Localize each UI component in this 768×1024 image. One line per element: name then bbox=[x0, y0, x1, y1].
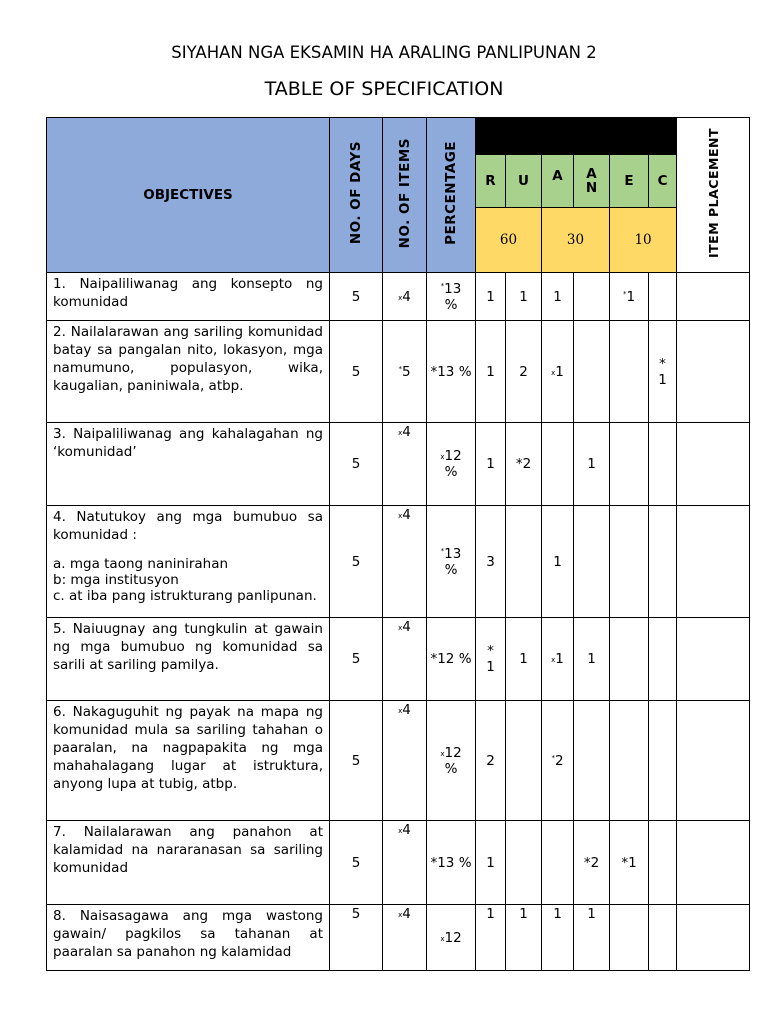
percentage-cell: *13 % bbox=[427, 273, 476, 321]
u-cell: 1 bbox=[506, 905, 542, 971]
an-cell: 1 bbox=[574, 618, 610, 701]
days-cell: 5 bbox=[330, 321, 383, 423]
an-cell: 1 bbox=[574, 423, 610, 506]
placement-cell bbox=[677, 821, 750, 905]
items-header: NO. OF ITEMS bbox=[383, 118, 427, 273]
level-a: A bbox=[542, 155, 574, 207]
c-cell bbox=[649, 618, 677, 701]
a-cell bbox=[542, 423, 574, 506]
placement-cell bbox=[677, 321, 750, 423]
weight-applying-analyzing: 30 bbox=[542, 207, 610, 272]
e-cell bbox=[610, 905, 649, 971]
objective-cell: 6. Nakaguguhit ng payak na mapa ng komunidad mula sa sariling tahahan o paaralan, na nagpapakita ng mga mahahalagang lugar at istruktura, anyong lupa at tubig, atbp. bbox=[47, 701, 330, 821]
c-cell bbox=[649, 905, 677, 971]
header-row bbox=[47, 118, 750, 155]
objective-sub-list bbox=[53, 556, 323, 604]
c-cell bbox=[649, 821, 677, 905]
percentage-cell: *12 % bbox=[427, 618, 476, 701]
items-cell: x4 bbox=[383, 273, 427, 321]
an-cell: *2 bbox=[574, 821, 610, 905]
days-cell: 5 bbox=[330, 821, 383, 905]
an-cell bbox=[574, 701, 610, 821]
r-cell: 1 bbox=[476, 821, 506, 905]
c-cell bbox=[649, 701, 677, 821]
r-cell: * 1 bbox=[476, 618, 506, 701]
placement-cell bbox=[677, 905, 750, 971]
r-cell: 3 bbox=[476, 506, 506, 618]
items-cell: x4 bbox=[383, 423, 427, 506]
items-cell: x4 bbox=[383, 506, 427, 618]
table-row bbox=[47, 506, 750, 618]
level-u: U bbox=[506, 155, 542, 207]
r-cell: 2 bbox=[476, 701, 506, 821]
an-cell bbox=[574, 506, 610, 618]
level-e: E bbox=[610, 155, 649, 207]
u-cell: 2 bbox=[506, 321, 542, 423]
days-cell: 5 bbox=[330, 506, 383, 618]
objective-cell: 3. Naipaliliwanag ang kahalagahan ng ‘komunidad’ bbox=[47, 423, 330, 506]
days-cell: 5 bbox=[330, 423, 383, 506]
percentage-cell: x12 % bbox=[427, 423, 476, 506]
percentage-header: PERCENTAGE bbox=[427, 118, 476, 273]
percentage-cell: x12 bbox=[427, 905, 476, 971]
c-cell: * 1 bbox=[649, 321, 677, 423]
percentage-cell: x12 % bbox=[427, 701, 476, 821]
items-cell: x4 bbox=[383, 821, 427, 905]
percentage-cell: *13 % bbox=[427, 821, 476, 905]
u-cell: *2 bbox=[506, 423, 542, 506]
c-cell bbox=[649, 273, 677, 321]
a-cell bbox=[542, 821, 574, 905]
table-row bbox=[47, 821, 750, 905]
r-cell: 1 bbox=[476, 273, 506, 321]
weight-evaluating-creating: 10 bbox=[610, 207, 677, 272]
placement-cell bbox=[677, 701, 750, 821]
e-cell: *1 bbox=[610, 273, 649, 321]
placement-cell bbox=[677, 618, 750, 701]
objective-cell: 2. Nailalarawan ang sariling komunidad batay sa pangalan nito, lokasyon, mga namumuno, populasyon, wika, kaugalian, paniniwala, atbp. bbox=[47, 321, 330, 423]
sub-item: b: mga institusyon bbox=[53, 572, 179, 588]
table-row bbox=[47, 273, 750, 321]
a-cell: x1 bbox=[542, 618, 574, 701]
e-cell bbox=[610, 701, 649, 821]
document-subtitle: TABLE OF SPECIFICATION bbox=[264, 78, 504, 100]
an-cell: 1 bbox=[574, 905, 610, 971]
items-cell: x4 bbox=[383, 905, 427, 971]
item-placement-header: ITEM PLACEMENT bbox=[677, 118, 750, 273]
r-cell: 1 bbox=[476, 423, 506, 506]
items-cell: x4 bbox=[383, 701, 427, 821]
table-row bbox=[47, 905, 750, 971]
days-cell: 5 bbox=[330, 905, 383, 971]
objective-text: 4. Natutukoy ang mga bumubuo sa komunidad : bbox=[53, 509, 323, 543]
level-r: R bbox=[476, 155, 506, 207]
objective-cell: 7. Nailalarawan ang panahon at kalamidad na nararanasan sa sariling komunidad bbox=[47, 821, 330, 905]
placement-cell bbox=[677, 273, 750, 321]
table-row bbox=[47, 423, 750, 506]
u-cell bbox=[506, 821, 542, 905]
an-cell bbox=[574, 273, 610, 321]
sub-item: a. mga taong naninirahan bbox=[53, 556, 229, 572]
level-c: C bbox=[649, 155, 677, 207]
objective-cell: 5. Naiuugnay ang tungkulin at gawain ng mga bumubuo ng komunidad sa sarili at sariling pamilya. bbox=[47, 618, 330, 701]
table-row bbox=[47, 701, 750, 821]
c-cell bbox=[649, 506, 677, 618]
days-cell: 5 bbox=[330, 618, 383, 701]
objective-cell: 1. Naipaliliwanag ang konsepto ng komunidad bbox=[47, 273, 330, 321]
a-cell: 1 bbox=[542, 273, 574, 321]
objectives-header: OBJECTIVES bbox=[47, 118, 330, 273]
table-row bbox=[47, 321, 750, 423]
r-cell: 1 bbox=[476, 321, 506, 423]
r-cell: 1 bbox=[476, 905, 506, 971]
objective-cell: 8. Naisasagawa ang mga wastong gawain/ pagkilos sa tahanan at paaralan sa panahon ng kalamidad bbox=[47, 905, 330, 971]
e-cell bbox=[610, 506, 649, 618]
exam-title: SIYAHAN NGA EKSAMIN HA ARALING PANLIPUNAN 2 bbox=[171, 43, 597, 62]
e-cell bbox=[610, 423, 649, 506]
u-cell bbox=[506, 506, 542, 618]
a-cell: x1 bbox=[542, 321, 574, 423]
a-cell: 1 bbox=[542, 905, 574, 971]
placement-cell bbox=[677, 423, 750, 506]
placement-cell bbox=[677, 506, 750, 618]
level-an: A N bbox=[574, 155, 610, 207]
sub-item: c. at iba pang istrukturang panlipunan. bbox=[53, 588, 317, 604]
e-cell bbox=[610, 321, 649, 423]
items-cell: x4 bbox=[383, 618, 427, 701]
e-cell bbox=[610, 618, 649, 701]
days-cell: 5 bbox=[330, 701, 383, 821]
specification-table bbox=[46, 117, 750, 971]
e-cell: *1 bbox=[610, 821, 649, 905]
percentage-cell: *13 % bbox=[427, 321, 476, 423]
c-cell bbox=[649, 423, 677, 506]
a-cell: 1 bbox=[542, 506, 574, 618]
weight-remembering-understanding: 60 bbox=[476, 207, 542, 272]
u-cell: 1 bbox=[506, 618, 542, 701]
table-row bbox=[47, 618, 750, 701]
a-cell: *2 bbox=[542, 701, 574, 821]
days-header: NO. OF DAYS bbox=[330, 118, 383, 273]
u-cell bbox=[506, 701, 542, 821]
percentage-cell: *13 % bbox=[427, 506, 476, 618]
u-cell: 1 bbox=[506, 273, 542, 321]
items-cell: *5 bbox=[383, 321, 427, 423]
days-cell: 5 bbox=[330, 273, 383, 321]
level-band bbox=[476, 118, 677, 155]
objective-cell bbox=[47, 506, 330, 618]
an-cell bbox=[574, 321, 610, 423]
